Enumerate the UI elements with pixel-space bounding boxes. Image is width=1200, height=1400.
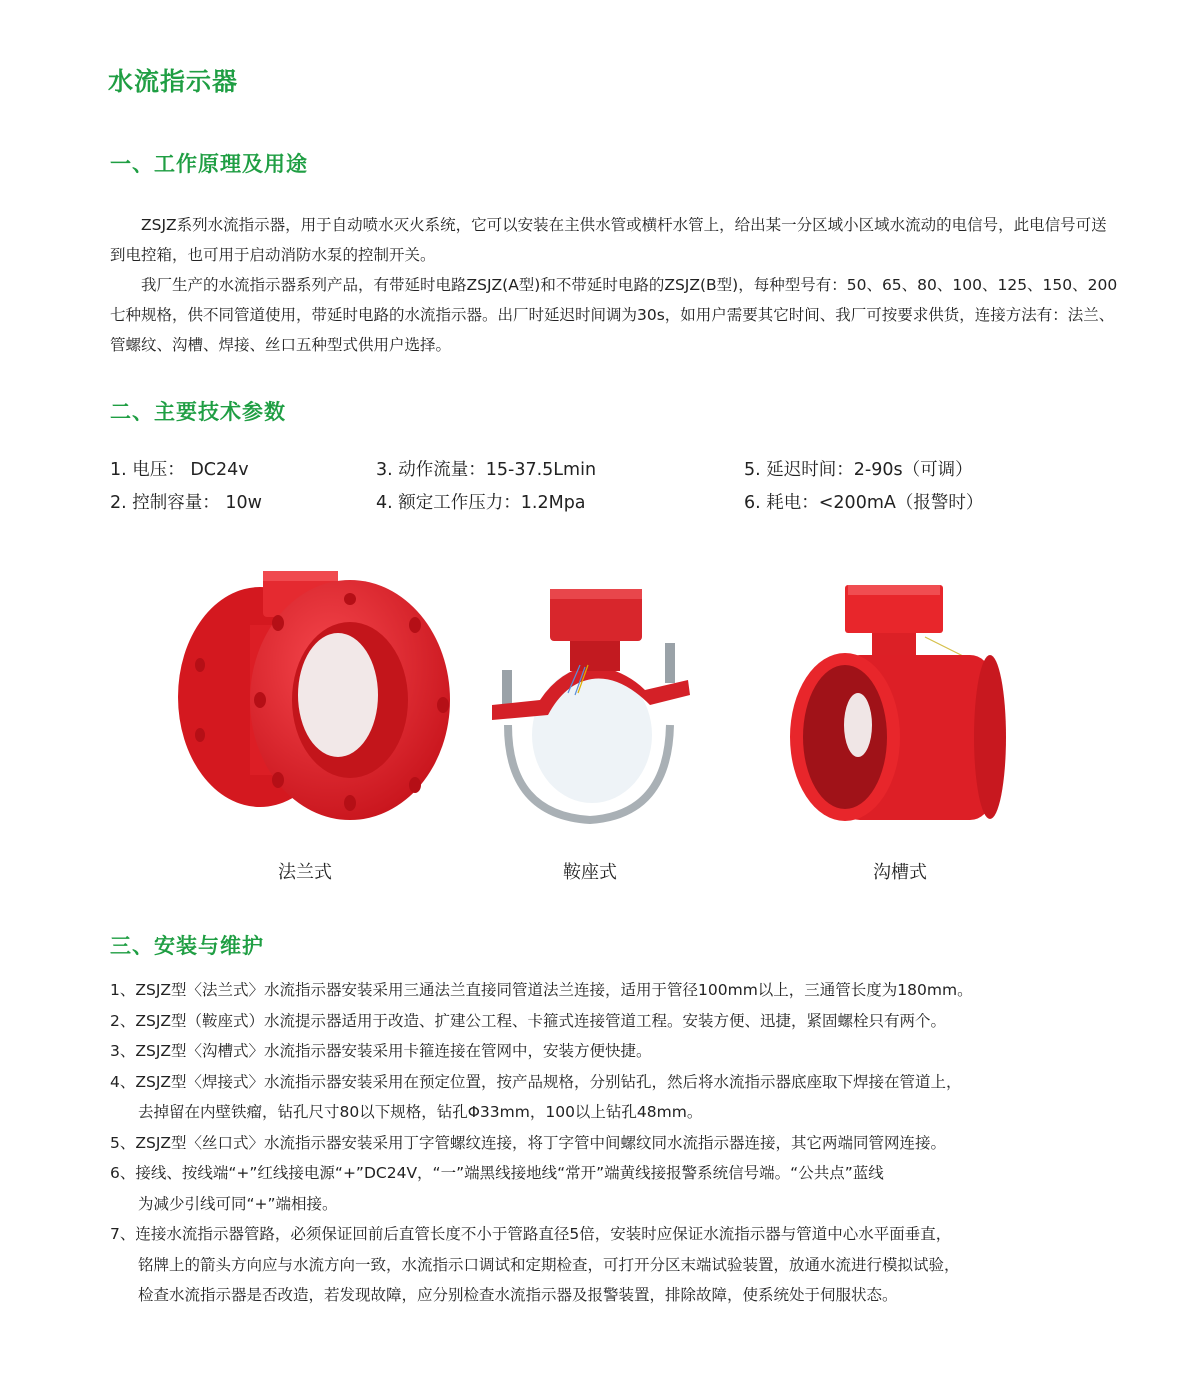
section-heading-principle: 一、工作原理及用途	[110, 152, 308, 176]
spec-voltage: 1. 电压： DC24v	[110, 460, 249, 480]
section-heading-specs: 二、主要技术参数	[110, 400, 286, 424]
groove-type-indicator-image	[780, 575, 1020, 835]
product-caption: 法兰式	[278, 862, 332, 883]
saddle-type-indicator-image	[480, 575, 700, 835]
install-item-5: 5、ZSJZ型〈丝口式〉水流指示器安装采用丁字管螺纹连接，将丁字管中间螺纹同水流指示器连接，其它两端同管网连接。	[110, 1133, 947, 1152]
page-title: 水流指示器	[108, 67, 239, 96]
paragraph: ZSJZ系列水流指示器，用于自动喷水灭火系统，它可以安装在主供水管或横杆水管上，给出某一分区域小区域水流动的电信号，此电信号可送到电控箱，也可用于启动消防水泵的控制开关。	[110, 216, 1107, 264]
install-item-2: 2、ZSJZ型（鞍座式）水流提示器适用于改造、扩建公工程、卡箍式连接管道工程。安装方便、迅捷，紧固螺栓只有两个。	[110, 1011, 947, 1030]
install-item-7: 7、连接水流指示器管路，必须保证回前后直管长度不小于管路直径5倍，安装时应保证水流指示器与管道中心水平面垂直，	[110, 1225, 952, 1243]
install-item-6: 6、接线、按线端“+”红线接电源“+”DC24V，“一”端黑线接地线“常开”端黄线接报警系统信号端。“公共点”蓝线	[110, 1164, 884, 1182]
product-caption: 鞍座式	[563, 862, 617, 883]
install-item-7-cont-2: 检查水流指示器是否改造，若发现故障，应分别检查水流指示器及报警装置，排除故障，使系统处于伺服状态。	[138, 1286, 898, 1304]
install-item-1: 1、ZSJZ型〈法兰式〉水流指示器安装采用三通法兰直接同管道法兰连接，适用于管径100mm以上，三通管长度为180mm。	[110, 981, 973, 999]
install-item-4: 4、ZSJZ型〈焊接式〉水流指示器安装采用在预定位置，按产品规格，分别钻孔，然后将水流指示器底座取下焊接在管道上，	[110, 1072, 962, 1091]
install-item-3: 3、ZSJZ型〈沟槽式〉水流指示器安装采用卡箍连接在管网中，安装方便快捷。	[110, 1042, 652, 1060]
spec-column-2	[376, 454, 596, 520]
spec-power: 6. 耗电：<200mA（报警时）	[744, 493, 984, 513]
spec-column-1	[110, 454, 262, 520]
product-caption: 沟槽式	[873, 862, 927, 883]
flange-type-indicator-image	[160, 565, 460, 835]
install-item-7-cont-1: 铭牌上的箭头方向应与水流方向一致，水流指示口调试和定期检查，可打开分区末端试验装置，放通水流进行模拟试验，	[138, 1255, 960, 1274]
product-saddle	[480, 575, 700, 885]
spec-column-3	[744, 454, 983, 520]
section-principle-body	[110, 210, 1120, 360]
spec-pressure: 4. 额定工作压力：1.2Mpa	[376, 493, 586, 513]
section-heading-installation: 三、安装与维护	[110, 934, 264, 958]
installation-list	[110, 975, 1110, 1311]
spec-flow: 3. 动作流量：15-37.5Lmin	[376, 460, 597, 480]
install-item-6-cont: 为减少引线可同“+”端相接。	[138, 1194, 338, 1213]
install-item-4-cont: 去掉留在内壁铁瘤，钻孔尺寸80以下规格，钻孔Φ33mm，100以上钻孔48mm。	[138, 1103, 703, 1121]
product-groove	[780, 575, 1020, 885]
spec-capacity: 2. 控制容量： 10w	[110, 493, 262, 513]
spec-delay: 5. 延迟时间：2-90s（可调）	[744, 460, 973, 480]
product-flange	[160, 565, 460, 885]
paragraph: 我厂生产的水流指示器系列产品，有带延时电路ZSJZ(A型)和不带延时电路的ZSJZ(B型)，每种型号有：50、65、80、100、125、150、200七种规格，供不同管道使用，带延时电路的水流指示器。出厂时延迟时间调为30s，如用户需要其它时间、我厂可按要求供货，连接方法有：法兰、管螺纹、沟槽、焊接、丝口五种型式供用户选择。	[110, 276, 1118, 354]
